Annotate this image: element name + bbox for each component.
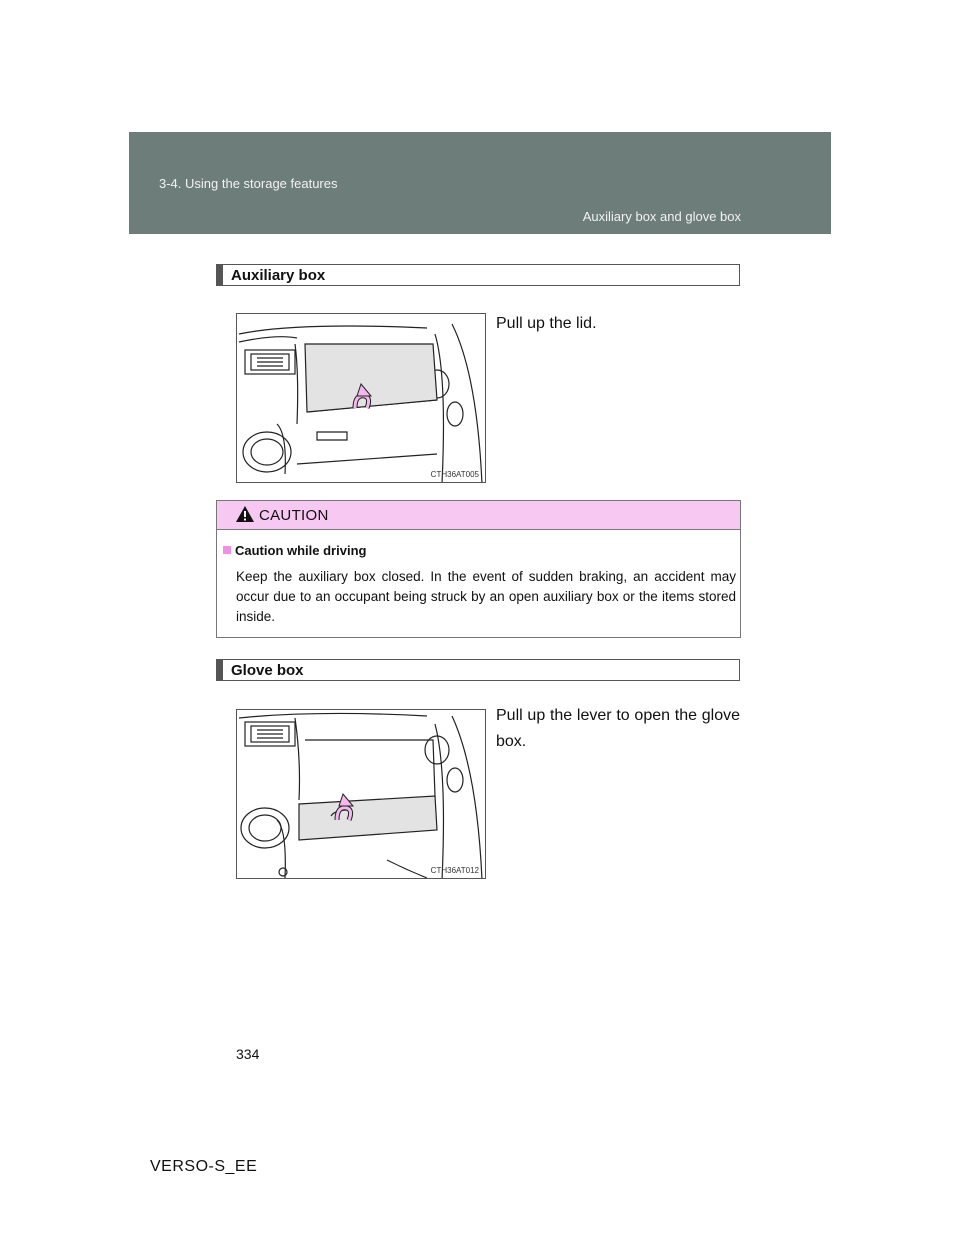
warning-icon [235, 505, 255, 523]
dashboard-drawing [237, 314, 486, 483]
caution-subheading [223, 543, 366, 558]
figure-code: CTH36AT012 [430, 866, 479, 875]
glove-box-drawing [237, 710, 486, 879]
page-number: 334 [236, 1046, 260, 1062]
auxiliary-box-heading [216, 264, 740, 286]
glove-box-illustration [236, 709, 486, 879]
caution-box [216, 500, 741, 638]
glove-box-heading [216, 659, 740, 681]
bullet-square-icon [223, 546, 231, 554]
caution-title-band [217, 501, 740, 530]
caution-text: Keep the auxiliary box closed. In the event of sudden braking, an accident may occur due to an occupant being struck by an open auxiliary box or the items stored inside. [236, 569, 736, 624]
auxiliary-box-heading-text: Auxiliary box [231, 267, 326, 284]
topic-title: Auxiliary box and glove box [582, 209, 741, 224]
glove-box-instruction: Pull up the lever to open the glove box. [496, 707, 740, 750]
page-header [129, 132, 831, 234]
glove-box-heading-text: Glove box [231, 662, 304, 679]
model-code: VERSO-S_EE [150, 1158, 258, 1175]
auxiliary-box-illustration [236, 313, 486, 483]
figure-code: CTH36AT005 [430, 470, 479, 479]
caution-title: CAUTION [259, 507, 329, 524]
section-title: 3-4. Using the storage features [159, 176, 338, 191]
auxiliary-box-instruction: Pull up the lid. [496, 315, 597, 332]
caution-subheading-text: Caution while driving [235, 543, 367, 558]
